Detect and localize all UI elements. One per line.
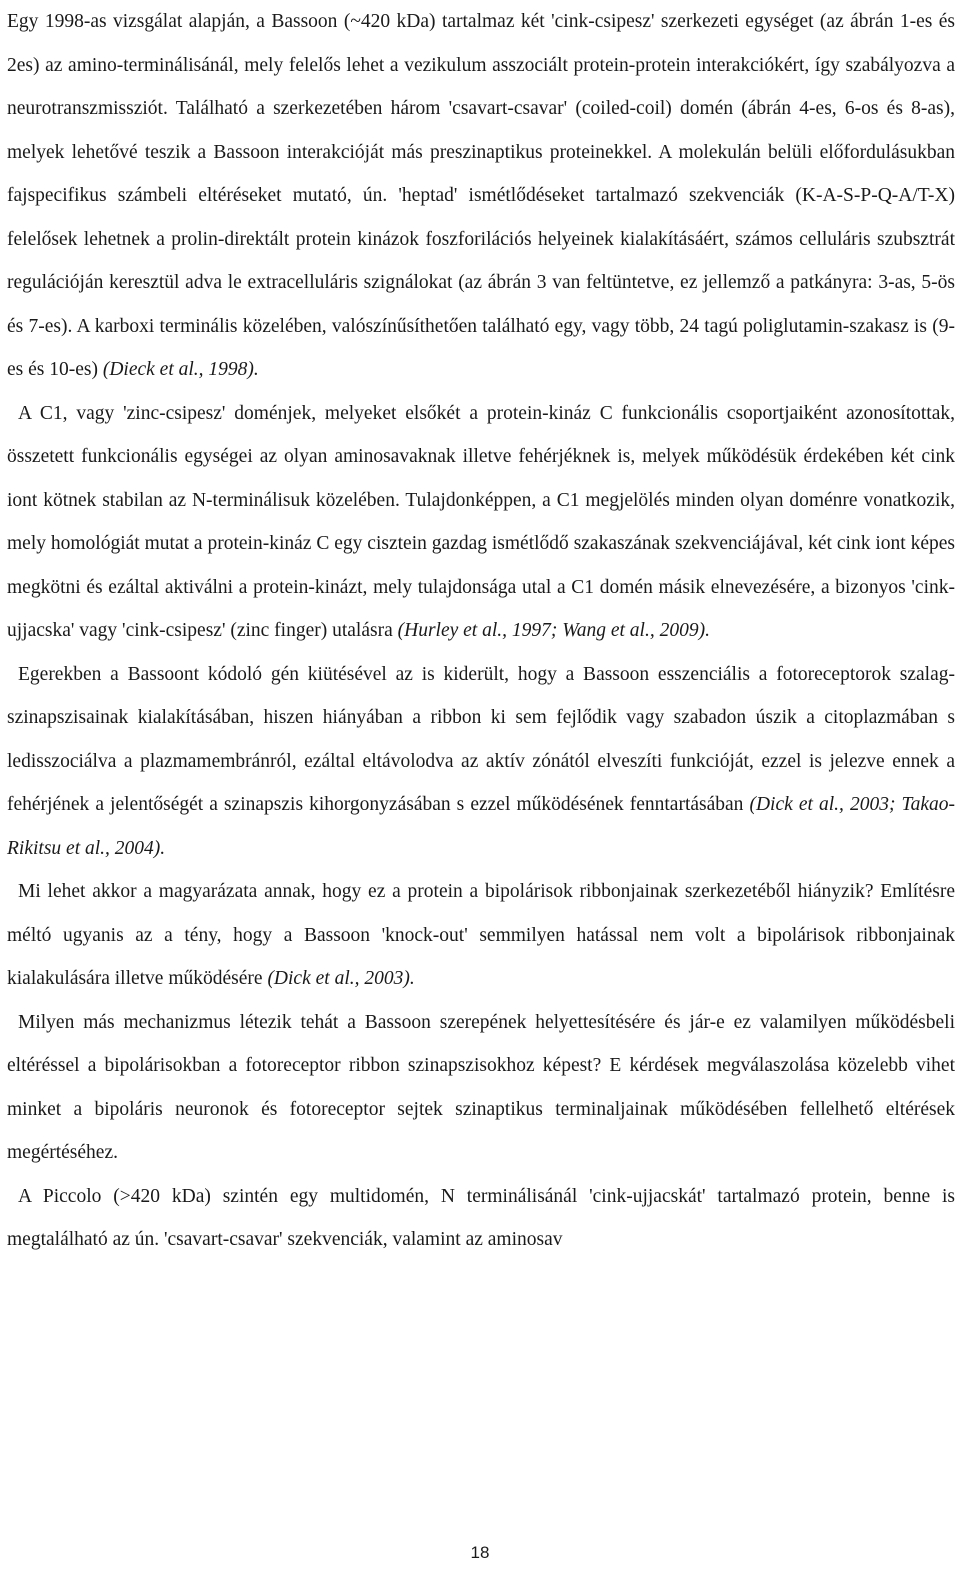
paragraph-text: A Piccolo (>420 kDa) szintén egy multidomén, N terminálisánál 'cink-ujjacskát' tartalmazó protein, benne is megtalálható az ún. 'csavart-csavar' szekvenciák, valamint az aminosav: [7, 1185, 955, 1250]
paragraph-text: Egerekben a Bassoont kódoló gén kiütésével az is kiderült, hogy a Bassoon esszenciális a fotoreceptorok szalag-szinapszisainak kialakításában, hiszen hiányában a ribbon ki sem fejlődik vagy szabadon úszik a citoplazmában s ledisszociálva a plazmamembránról, ezáltal eltávolodva az aktív zónától elveszíti funkcióját, ezzel is jelezve ennek a fehérjének a jelentőségét a szinapszis kihorgonyzásában s ezzel működésének fenntartásában: [7, 663, 955, 815]
body-text: [7, 0, 955, 1262]
citation: (Hurley et al., 1997; Wang et al., 2009).: [397, 620, 710, 641]
paragraph-text: A C1, vagy 'zinc-csipesz' doménjek, melyeket elsőkét a protein-kináz C funkcionális csoportjaiként azonosítottak, összetett funkcionális egységei az olyan aminosavaknak illetve fehérjéknek is, melyek működésük érdekében két cink iont kötnek stabilan az N-terminálisuk közelében. Tulajdonképpen, a C1 megjelölés minden olyan doménre vonatkozik, mely homológiát mutat a protein-kináz C egy cisztein gazdag ismétlődő szakaszának szekvenciájával, két cink iont képes megkötni és ezáltal aktiválni a protein-kinázt, mely tulajdonsága utal a C1 domén másik elnevezésére, a bizonyos 'cink-ujjacska' vagy 'cink-csipesz' (zinc finger) utalásra: [7, 402, 955, 641]
citation: (Dick et al., 2003).: [267, 968, 415, 989]
paragraph-bipolar-question: [7, 870, 955, 1001]
paragraph-bassoon-structure: [7, 0, 955, 392]
paragraph-c1-domain: [7, 392, 955, 653]
citation: (Dick et al., 2003; Takao-Rikitsu et al., 2004).: [7, 794, 955, 859]
paragraph-text: Egy 1998-as vizsgálat alapján, a Bassoon (~420 kDa) tartalmaz két 'cink-csipesz' szerkezeti egységet (az ábrán 1-es és 2es) az amino-terminálisánál, mely felelős lehet a vezikulum asszociált protein-protein interakciókért, így szabályozva a neurotranszmissziót. Található a szerkezetében három 'csavart-csavar' (coiled-coil) domén (ábrán 4-es, 6-os és 8-as), melyek lehetővé teszik a Bassoon interakcióját más preszinaptikus proteinekkel. A molekulán belüli előfordulásukban fajspecifikus számbeli eltéréseket mutató, ún. 'heptad' ismétlődéseket tartalmazó szekvenciák (K-A-S-P-Q-A/T-X) felelősek lehetnek a prolin-direktált protein kinázok foszforilációs helyeinek kialakításáért, számos celluláris szubsztrát regulációján keresztül adva le extracelluláris szignálokat (az ábrán 3 van feltüntetve, ez jellemző a patkányra: 3-as, 5-ös és 7-es). A karboxi terminális közelében, valószínűsíthetően található egy, vagy több, 24 tagú poliglutamin-szakasz is (9-es és 10-es): [7, 11, 955, 380]
paragraph-text: Mi lehet akkor a magyarázata annak, hogy ez a protein a bipolárisok ribbonjainak szerkezetéből hiányzik? Említésre méltó ugyanis az a tény, hogy a Bassoon 'knock-out' semmilyen hatással nem volt a bipolárisok ribbonjainak kialakulására illetve működésére: [7, 881, 955, 989]
paragraph-piccolo: [7, 1175, 955, 1262]
citation: (Dieck et al., 1998).: [102, 359, 259, 380]
page-number: 18: [470, 1543, 490, 1562]
paragraph-text: Milyen más mechanizmus létezik tehát a Bassoon szerepének helyettesítésére és jár-e ez valamilyen működésbeli eltéréssel a bipolárisokban a fotoreceptor ribbon szinapszisokhoz képest? E kérdések megválaszolása közelebb vihet minket a bipoláris neuronok és fotoreceptor sejtek szinaptikus terminaljainak működésében fellelhető eltérések megértéséhez.: [7, 1011, 955, 1163]
paragraph-knockout-mice: [7, 653, 955, 871]
paragraph-mechanism-question: [7, 1001, 955, 1175]
